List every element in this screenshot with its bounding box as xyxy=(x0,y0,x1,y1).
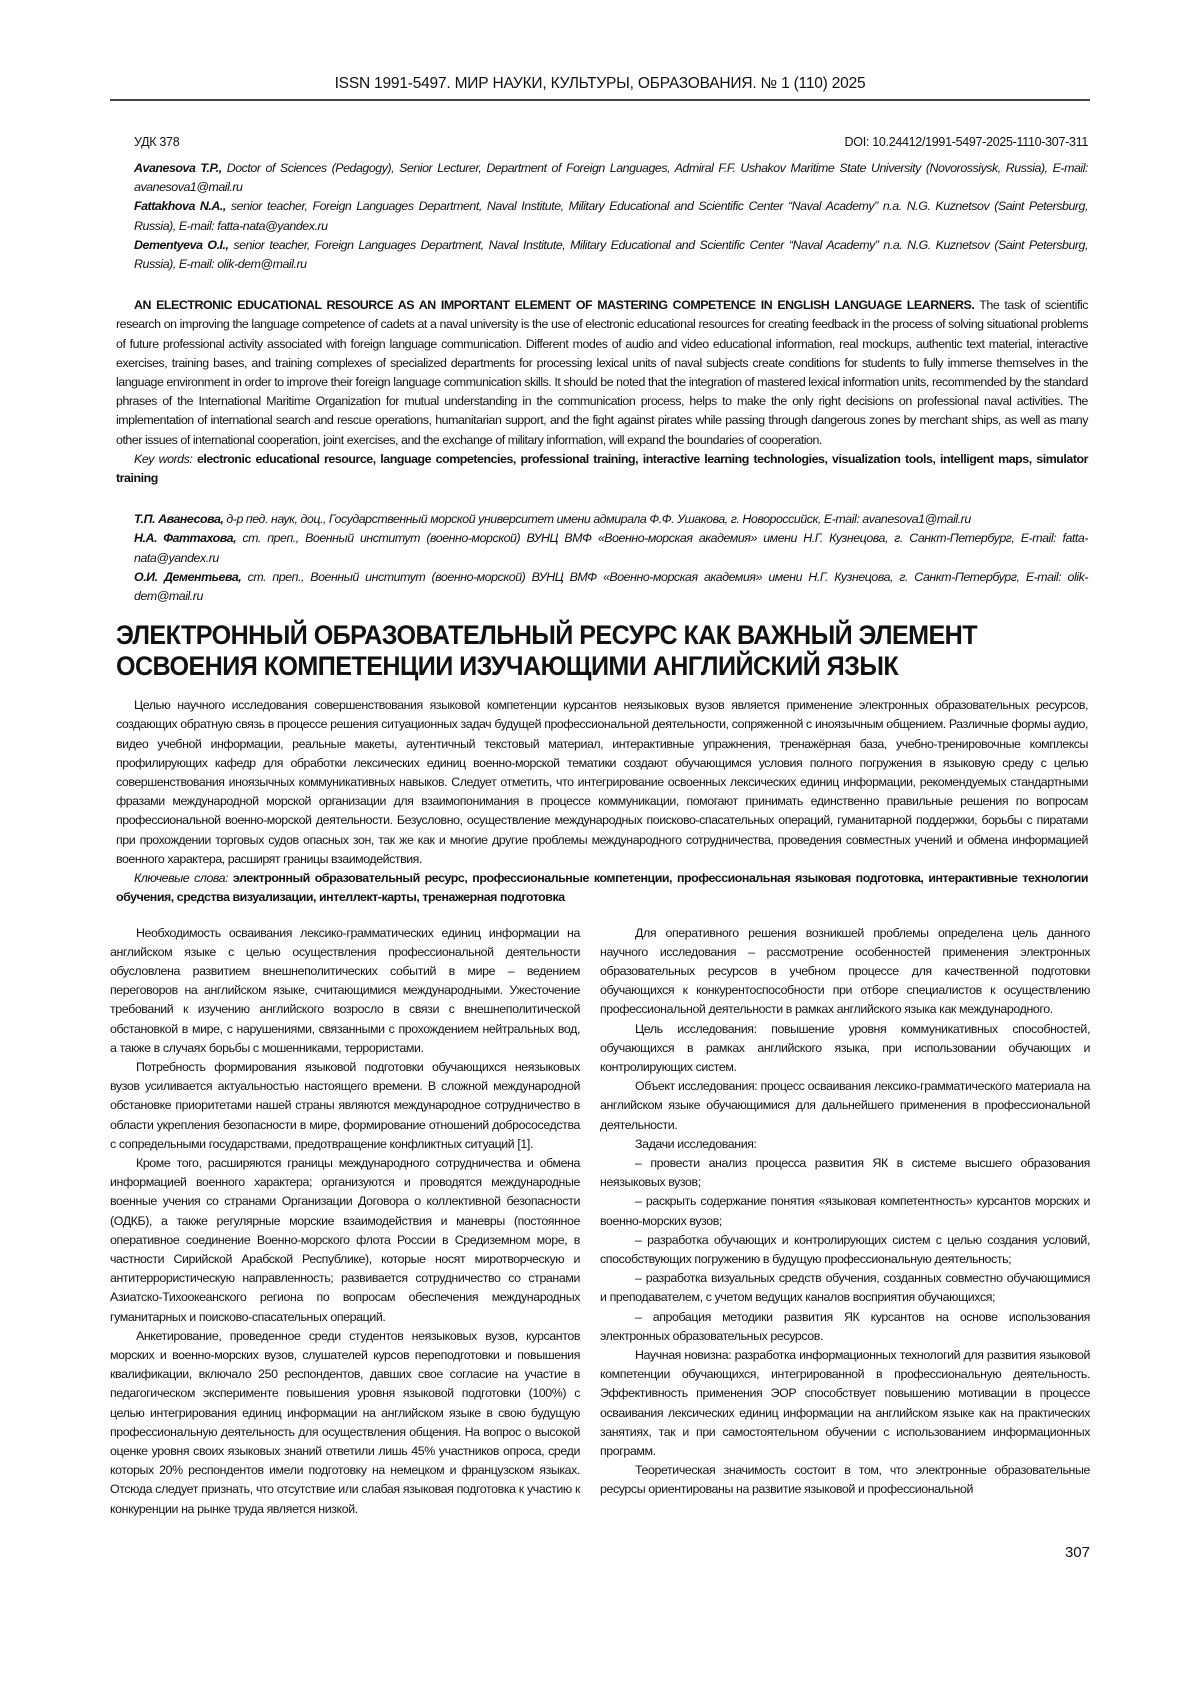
running-header: ISSN 1991-5497. МИР НАУКИ, КУЛЬТУРЫ, ОБРАЗОВАНИЯ. № 1 (110) 2025 xyxy=(110,74,1090,94)
list-item: – раскрыть содержание понятия «языковая компетентность» курсантов морских и военно-морских вузов; xyxy=(600,1192,1090,1230)
author-ru: О.И. Дементьева, ст. преп., Военный институт (военно-морской) ВУНЦ ВМФ «Военно-морская академия» имени Н.Г. Кузнецова, г. Санкт-Петербург, E-mail: olik-dem@mail.ru xyxy=(134,568,1088,606)
article-title-line: ЭЛЕКТРОННЫЙ ОБРАЗОВАТЕЛЬНЫЙ РЕСУРС КАК ВАЖНЫЙ ЭЛЕМЕНТ xyxy=(116,620,1022,651)
body-left-column xyxy=(110,924,580,1519)
authors-ru xyxy=(134,510,1088,606)
meta-line xyxy=(134,133,1088,151)
paragraph: Потребность формирования языковой подготовки обучающихся неязыковых вузов усиливается актуальностью настоящего времени. В сложной международной обстановке приоритетами нашей страны являются международное сотрудничество в области укрепления безопасности в мире, формирование отношений добрососедства с сопредельными государствами, предотвращение конфликтных ситуаций [1]. xyxy=(110,1058,580,1154)
keywords-en-label: Key words: xyxy=(134,452,197,466)
author-en: Fattakhova N.A., senior teacher, Foreign Languages Department, Naval Institute, Military Educational and Scientific Center “Naval Academy” n.a. N.G. Kuznetsov (Saint Petersburg, Russia), E-mail: fatta-nata@yandex.ru xyxy=(134,197,1088,235)
abstract-en xyxy=(116,296,1088,488)
list-item: – разработка обучающих и контролирующих систем с целью создания условий, способствующих погружению в будущую профессиональную деятельность; xyxy=(600,1231,1090,1269)
paragraph: Цель исследования: повышение уровня коммуникативных способностей, обучающихся в рамках английского языка, при использовании обучающих и контролирующих систем. xyxy=(600,1020,1090,1078)
body-columns xyxy=(110,924,1090,1519)
paragraph: Анкетирование, проведенное среди студентов неязыковых вузов, курсантов морских и военно-морских вузов, слушателей курсов переподготовки и повышения квалификации, включало 250 респондентов, давших свое согласие на участие в педагогическом эксперименте повышения уровня языковой подготовки (100%) с целью интегрирования единиц информации на английском языке в свою будущую профессиональную деятельность для осуществления общения. На вопрос о высокой оценке уровня своих языковых знаний ответили лишь 45% участников опроса, среди которых 20% респондентов имели подготовку на немецком и французском языках. Отсюда следует признать, что отсутствие или слабая языковая подготовка к участию к конкуренции на рынке труда является низкой. xyxy=(110,1327,580,1519)
list-item: – провести анализ процесса развития ЯК в системе высшего образования неязыковых вузов; xyxy=(600,1154,1090,1192)
keywords-en: electronic educational resource, language competencies, professional training, interactive learning technologies, visualization tools, intelligent maps, simulator training xyxy=(116,452,1088,485)
page-number: 307 xyxy=(110,1543,1090,1563)
author-en: Avanesova T.P., Doctor of Sciences (Pedagogy), Senior Lecturer, Department of Foreign Languages, Admiral F.F. Ushakov Maritime State University (Novorossiysk, Russia), E-mail: avanesova1@mail.ru xyxy=(134,159,1088,197)
abstract-en-title: AN ELECTRONIC EDUCATIONAL RESOURCE AS AN IMPORTANT ELEMENT OF MASTERING COMPETENCE IN ENGLISH LANGUAGE LEARNERS. xyxy=(134,298,974,312)
header-divider xyxy=(110,99,1090,101)
paragraph: Задачи исследования: xyxy=(600,1135,1090,1154)
udk-code: УДК 378 xyxy=(134,133,179,151)
authors-en xyxy=(134,159,1088,274)
paragraph: Научная новизна: разработка информационных технологий для развития языковой компетенции обучающихся, интегрированной в профессиональную деятельность. Эффективность применения ЭОР способствует повышению мотивации в процессе осваивания лексических единиц информации на английском языке как на практических занятиях, так и при самостоятельном обучении с использованием информационных программ. xyxy=(600,1346,1090,1461)
article-title xyxy=(116,620,1022,682)
keywords-ru: электронный образовательный ресурс, профессиональные компетенции, профессиональная языковая подготовка, интерактивные технологии обучения, средства визуализации, интеллект-карты, тренажерная подготовка xyxy=(116,871,1088,904)
author-ru: Т.П. Аванесова, д-р пед. наук, доц., Государственный морской университет имени адмирала Ф.Ф. Ушакова, г. Новороссийск, E-mail: avanesova1@mail.ru xyxy=(134,510,1088,529)
body-right-column xyxy=(600,924,1090,1519)
paragraph: Кроме того, расширяются границы международного сотрудничества и обмена информацией военного характера; организуются и проводятся международные военные учения со странами Организации Договора о коллективной безопасности (ОДКБ), а также регулярные морские взаимодействия и маневры (постоянное оперативное соединение Военно-морского флота России в Средиземном море, в частности Сирийской Арабской Республике), которые носят миротворческую и антитеррористическую направленность; развивается сотрудничество со странами Азиатско-Тихоокеанского региона по вопросам обеспечения международных гуманитарных и поисково-спасательных операций. xyxy=(110,1154,580,1327)
doi: DOI: 10.24412/1991-5497-2025-1110-307-311 xyxy=(845,133,1088,151)
abstract-ru-body: Целью научного исследования совершенствования языковой компетенции курсантов неязыковых вузов является применение электронных образовательных ресурсов, создающих обратную связь в процессе решения ситуационных задач будущей профессиональной деятельности, сопряженной с иноязычным общением. Различные формы аудио, видео учебной информации, реальные макеты, аутентичный текстовый материал, интерактивные упражнения, тренажёрная база, учебно-тренировочные комплексы профилирующих кафедр для обработки лексических единиц военно-морской тематики создают обучающимся условия полного погружения в языковую среду с целью совершенствования иноязычных коммуникативных навыков. Следует отметить, что интегрирование освоенных лексических единиц информации, рекомендуемых стандартными фразами международной морской организации для взаимопонимания в процессе коммуникации, помогают принимать единственно правильные решения по вопросам профессиональной военно-морской деятельности. Безусловно, осуществление международных поисково-спасательных операций, гуманитарной поддержки, борьбы с пиратами при прохождении торговых судов опасных зон, так же как и многие другие проблемы международного сотрудничества, проведения совместных учений и обмена информацией военного характера, расширят границы взаимодействия. xyxy=(116,696,1088,869)
abstract-en-body: The task of scientific research on improving the language competence of cadets at a naval university is the use of electronic educational resources for creating feedback in the process of solving situational problems of future professional activity associated with foreign language communication. Different modes of audio and video educational information, real mockups, authentic text material, interactive exercises, training bases, and training complexes of specialized departments for processing lexical units of naval subjects create conditions for students to fully immerse themselves in the language environment in order to improve their foreign language communication skills. It should be noted that the integration of mastered lexical information units, recommended by the standard phrases of the International Maritime Organization for mutual understanding in the communication process, helps to make the only right decisions on professional naval activities. The implementation of international search and rescue operations, humanitarian support, and the fight against pirates while passing through dangerous zones by merchant ships, as well as many other issues of international cooperation, joint exercises, and the exchange of military information, will expand the boundaries of cooperation. xyxy=(116,298,1088,446)
author-ru: Н.А. Фаттахова, ст. преп., Военный институт (военно-морской) ВУНЦ ВМФ «Военно-морская академия» имени Н.Г. Кузнецова, г. Санкт-Петербург, E-mail: fatta-nata@yandex.ru xyxy=(134,529,1088,567)
paragraph: Необходимость осваивания лексико-грамматических единиц информации на английском языке с целью осуществления профессиональной деятельности обусловлена развитием внешнеполитических событий в мире – ведением переговоров на английском языке, считающимися международными. Ужесточение требований к изучению английского возросло в связи с внешнеполитической обстановкой в мире, с нарушениями, связанными с прохождением нейтральных вод, а также в случаях борьбы с мошенниками, террористами. xyxy=(110,924,580,1058)
abstract-ru xyxy=(116,696,1088,907)
page xyxy=(0,0,1200,1603)
list-item: – апробация методики развития ЯК курсантов на основе использования электронных образовательных ресурсов. xyxy=(600,1308,1090,1346)
paragraph: Объект исследования: процесс осваивания лексико-грамматического материала на английском языке обучающимися для дальнейшего применения в профессиональной деятельности. xyxy=(600,1077,1090,1135)
author-en: Dementyeva O.I., senior teacher, Foreign Languages Department, Naval Institute, Military Educational and Scientific Center “Naval Academy” n.a. N.G. Kuznetsov (Saint Petersburg, Russia), E-mail: olik-dem@mail.ru xyxy=(134,236,1088,274)
list-item: – разработка визуальных средств обучения, созданных совместно обучающимися и преподавателем, с учетом ведущих каналов восприятия обучающихся; xyxy=(600,1269,1090,1307)
keywords-ru-label: Ключевые слова: xyxy=(134,871,233,885)
paragraph: Для оперативного решения возникшей проблемы определена цель данного научного исследования – рассмотрение особенностей применения электронных образовательных ресурсов в учебном процессе для качественной подготовки обучающихся к конкурентоспособности при отборе специалистов к осуществлению профессиональной деятельности в рамках английского языка как международного. xyxy=(600,924,1090,1020)
article-title-line: ОСВОЕНИЯ КОМПЕТЕНЦИИ ИЗУЧАЮЩИМИ АНГЛИЙСКИЙ ЯЗЫК xyxy=(116,651,1022,682)
paragraph: Теоретическая значимость состоит в том, что электронные образовательные ресурсы ориентированы на развитие языковой и профессиональной xyxy=(600,1461,1090,1499)
